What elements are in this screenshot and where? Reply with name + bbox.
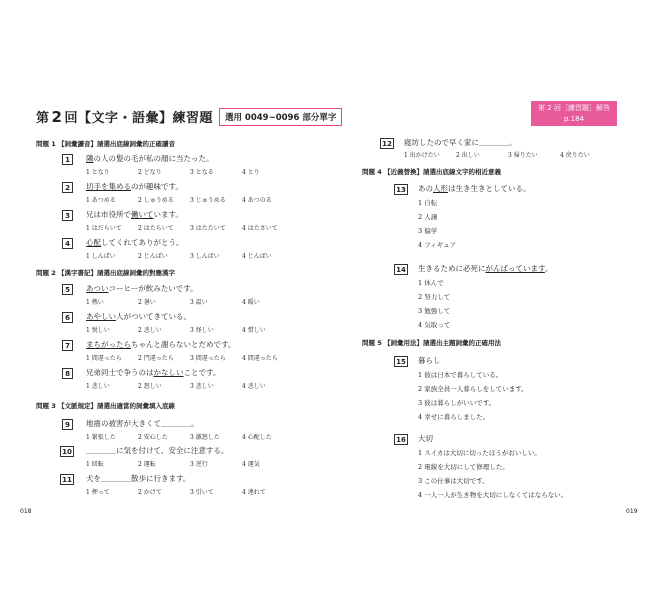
question-number: 11	[60, 474, 74, 485]
option[interactable]: 3 勉強して	[418, 307, 451, 315]
question-stem: あついコーヒーが飲みたいです。	[86, 284, 198, 293]
option[interactable]: 1 はだらいて	[86, 225, 122, 232]
answer-options	[418, 198, 456, 254]
question-number: 16	[394, 434, 408, 445]
section-1-heading: 問題 1 【詞彙讀音】請選出底線詞彙的正確讀音	[36, 140, 176, 148]
question-number: 13	[394, 184, 408, 195]
option[interactable]: 3 彼は暮らしがいいです。	[418, 399, 496, 407]
option[interactable]: 3 この仕事は大切です。	[418, 477, 489, 485]
option[interactable]: 4 心配した	[242, 434, 272, 441]
option[interactable]: 1 となり	[86, 169, 110, 176]
question-stem: 地震の被害が大きくて＿＿＿＿。	[86, 419, 199, 428]
option[interactable]: 1 出かけたい	[404, 152, 440, 159]
answer-options	[86, 381, 294, 390]
answer-options	[86, 297, 294, 306]
question-stem: 切手を集めるのが趣味です。	[86, 182, 183, 191]
answer-options	[418, 370, 528, 426]
option[interactable]: 2 どなり	[138, 169, 162, 176]
option[interactable]: 3 帰りたい	[508, 152, 538, 159]
answer-options	[86, 223, 294, 232]
option[interactable]: 4 フィギュア	[418, 241, 457, 249]
option[interactable]: 3 引いて	[190, 489, 214, 496]
answer-options	[86, 487, 294, 496]
answer-options	[86, 251, 294, 260]
option[interactable]: 1 間違ったら	[86, 355, 122, 362]
option[interactable]: 4 連れて	[242, 489, 266, 496]
question-stem: 兄弟同士で争うのはかなしいことです。	[86, 368, 221, 377]
option[interactable]: 3 間違ったら	[190, 355, 226, 362]
option[interactable]: 1 スイカは大切に切ったほうがおいしい。	[418, 449, 541, 457]
section-4-heading: 問題 4 【近義替換】請選出底線文字的相近意義	[362, 168, 502, 176]
option[interactable]: 2 門違ったら	[138, 355, 174, 362]
option[interactable]: 4 とり	[242, 169, 260, 176]
option[interactable]: 4 暖い	[242, 299, 260, 306]
question-stem: ＿＿＿＿に気を付けて、安全に注意する。	[86, 446, 229, 455]
section-5-heading: 問題 5 【詞彙用法】請選出主題詞彙的正確用法	[362, 339, 502, 347]
option[interactable]: 3 となる	[190, 169, 214, 176]
section-2-heading: 問題 2 【漢字書記】請選出底線詞彙的對應漢字	[36, 269, 176, 277]
option[interactable]: 4 あつのる	[242, 197, 272, 204]
answer-options	[86, 459, 294, 468]
option[interactable]: 1 悲しい	[86, 383, 110, 390]
answer-options	[86, 432, 294, 441]
question-stem: あやしい人がついてきている。	[86, 312, 191, 321]
option[interactable]: 4 幸せに暮らしました。	[418, 413, 490, 421]
question-number: 9	[62, 419, 73, 430]
option[interactable]: 4 惜しい	[242, 327, 266, 334]
section-3-heading: 問題 3 【文脈規定】請選出適當的詞彙填入底線	[36, 402, 176, 410]
question-number: 5	[62, 284, 73, 295]
page-title: 第 2 回【文字・語彙】練習題	[36, 108, 213, 126]
question-number: 3	[62, 210, 73, 221]
option[interactable]: 1 自転	[418, 199, 438, 207]
option[interactable]: 2 家族全員一人暮らしをしています。	[418, 385, 528, 393]
answer-options	[404, 150, 612, 159]
option[interactable]: 4 気取って	[418, 321, 451, 329]
question-stem: 隣の人の髪の毛が私の顔に当たった。	[86, 154, 214, 163]
question-stem: 寝坊したので早く家に＿＿＿＿。	[404, 138, 517, 147]
option[interactable]: 3 しんばい	[190, 253, 220, 260]
option[interactable]: 2 しゅうめる	[138, 197, 174, 204]
option[interactable]: 1 休んで	[418, 279, 444, 287]
option[interactable]: 2 出しい	[456, 152, 480, 159]
page-number-left: 018	[20, 508, 32, 515]
option[interactable]: 3 怪しい	[190, 327, 214, 334]
option[interactable]: 1 押って	[86, 489, 110, 496]
option[interactable]: 3 激怒した	[190, 434, 220, 441]
option[interactable]: 1 熱い	[86, 299, 104, 306]
question-stem: 心配してくれてありがとう。	[86, 238, 184, 247]
option[interactable]: 2 人譲	[418, 213, 438, 221]
question-keyword: 大切	[418, 434, 433, 443]
question-stem: まちがったらちゃんと謝らないとだめです。	[86, 340, 236, 349]
title-row	[36, 107, 342, 126]
question-stem: 兄は市役所で働いています。	[86, 210, 183, 219]
answer-reference-badge: 第 2 回［練習題］解答 p.184	[531, 101, 617, 126]
question-stem: あの人形は生き生きとしている。	[418, 184, 531, 193]
option[interactable]: 1 彼は日本で暮らしている。	[418, 371, 503, 379]
option[interactable]: 2 努力して	[418, 293, 451, 301]
question-number: 2	[62, 182, 73, 193]
option[interactable]: 2 悲しい	[138, 327, 162, 334]
option[interactable]: 2 電線を大切にして修理した。	[418, 463, 509, 471]
option[interactable]: 2 運転	[138, 461, 156, 468]
question-number: 15	[394, 356, 408, 367]
option[interactable]: 4 間違ったら	[242, 355, 278, 362]
option[interactable]: 1 回転	[86, 461, 104, 468]
question-stem: 生きるために必死にがんばっています。	[418, 264, 553, 273]
option[interactable]: 4 一人一人が生き物を大切にしなくてはならない。	[418, 491, 568, 499]
question-number: 14	[394, 264, 408, 275]
option[interactable]: 3 温い	[190, 299, 208, 306]
question-keyword: 暮らし	[418, 356, 441, 365]
answer-options	[86, 195, 294, 204]
option[interactable]: 2 かけて	[138, 489, 162, 496]
option[interactable]: 2 暑い	[138, 299, 156, 306]
page-number-right: 019	[626, 508, 638, 515]
option[interactable]: 4 戻りたい	[560, 152, 590, 159]
option[interactable]: 3 はたたいて	[190, 225, 226, 232]
question-number: 1	[62, 154, 73, 165]
option[interactable]: 3 悲しい	[190, 383, 214, 390]
option[interactable]: 4 運気	[242, 461, 260, 468]
option[interactable]: 4 はたさいて	[242, 225, 278, 232]
question-number: 8	[62, 368, 73, 379]
answer-options	[86, 167, 294, 176]
option[interactable]: 4 悲しい	[242, 383, 266, 390]
option[interactable]: 3 じゅうめる	[190, 197, 226, 204]
answer-options	[418, 448, 567, 504]
question-stem: 犬を＿＿＿＿散歩に行きます。	[86, 474, 191, 483]
question-number: 6	[62, 312, 73, 323]
option[interactable]: 2 じんぱい	[138, 253, 168, 260]
option[interactable]: 4 じんばい	[242, 253, 272, 260]
question-number: 12	[380, 138, 394, 149]
option[interactable]: 2 はたらいて	[138, 225, 174, 232]
question-number: 4	[62, 238, 73, 249]
option[interactable]: 3 逆行	[190, 461, 208, 468]
question-number: 10	[60, 446, 74, 457]
option[interactable]: 2 怒しい	[138, 383, 162, 390]
scope-label: 選用 0049~0096 部分單字	[219, 108, 342, 126]
question-number: 7	[62, 340, 73, 351]
answer-options	[418, 278, 450, 334]
option[interactable]: 1 悦しい	[86, 327, 110, 334]
option[interactable]: 3 偏学	[418, 227, 438, 235]
option[interactable]: 2 安心した	[138, 434, 168, 441]
answer-options	[86, 353, 294, 362]
option[interactable]: 1 あつめる	[86, 197, 116, 204]
answer-options	[86, 325, 294, 334]
option[interactable]: 1 しんぱい	[86, 253, 116, 260]
option[interactable]: 1 緊張した	[86, 434, 116, 441]
